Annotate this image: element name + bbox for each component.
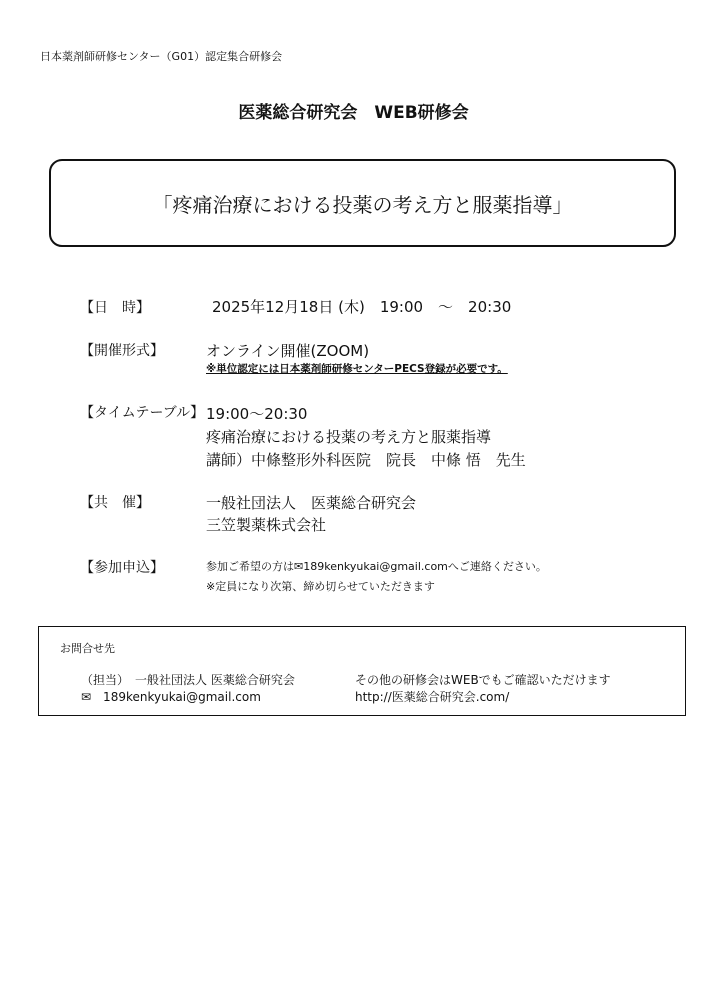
apply-label: 【参加申込】	[80, 560, 164, 576]
cohost-org2: 三笠製薬株式会社	[206, 516, 327, 534]
timetable-time: 19:00～20:30	[206, 405, 308, 423]
format-label: 【開催形式】	[80, 343, 164, 359]
lecture-title-box	[49, 159, 676, 247]
website-link[interactable]: http://医薬総合研究会.com/	[355, 690, 510, 704]
contact-heading: お問合せ先	[60, 642, 115, 655]
apply-line1: 参加ご希望の方は✉189kenkyukai@gmail.comへご連絡ください。	[206, 560, 547, 573]
contact-person: （担当） 一般社団法人 医薬総合研究会	[81, 673, 295, 687]
pecs-note: ※単位認定には日本薬剤師研修センターPECS登録が必要です。	[206, 363, 508, 375]
certification-line: 日本薬剤師研修センター（G01）認定集合研修会	[40, 50, 283, 63]
apply-line2: ※定員になり次第、締め切らせていただきます	[206, 580, 435, 593]
contact-box	[38, 626, 686, 716]
lecture-title: 「疼痛治療における投薬の考え方と服薬指導」	[152, 192, 573, 217]
datetime-label: 【日 時】	[80, 300, 150, 316]
datetime-value: 2025年12月18日 (木) 19:00 ～ 20:30	[212, 298, 512, 316]
timetable-topic: 疼痛治療における投薬の考え方と服薬指導	[206, 428, 492, 446]
main-title: 医薬総合研究会 WEB研修会	[238, 103, 469, 123]
timetable-label: 【タイムテーブル】	[80, 405, 205, 421]
cohost-label: 【共 催】	[80, 495, 150, 511]
contact-email[interactable]: ✉ 189kenkyukai@gmail.com	[81, 690, 261, 704]
web-note: その他の研修会はWEBでもご確認いただけます	[355, 673, 611, 687]
timetable-lecturer: 講師）中條整形外科医院 院長 中條 悟 先生	[206, 451, 526, 469]
format-value: オンライン開催(ZOOM)	[206, 342, 370, 360]
cohost-org1: 一般社団法人 医薬総合研究会	[206, 494, 417, 512]
